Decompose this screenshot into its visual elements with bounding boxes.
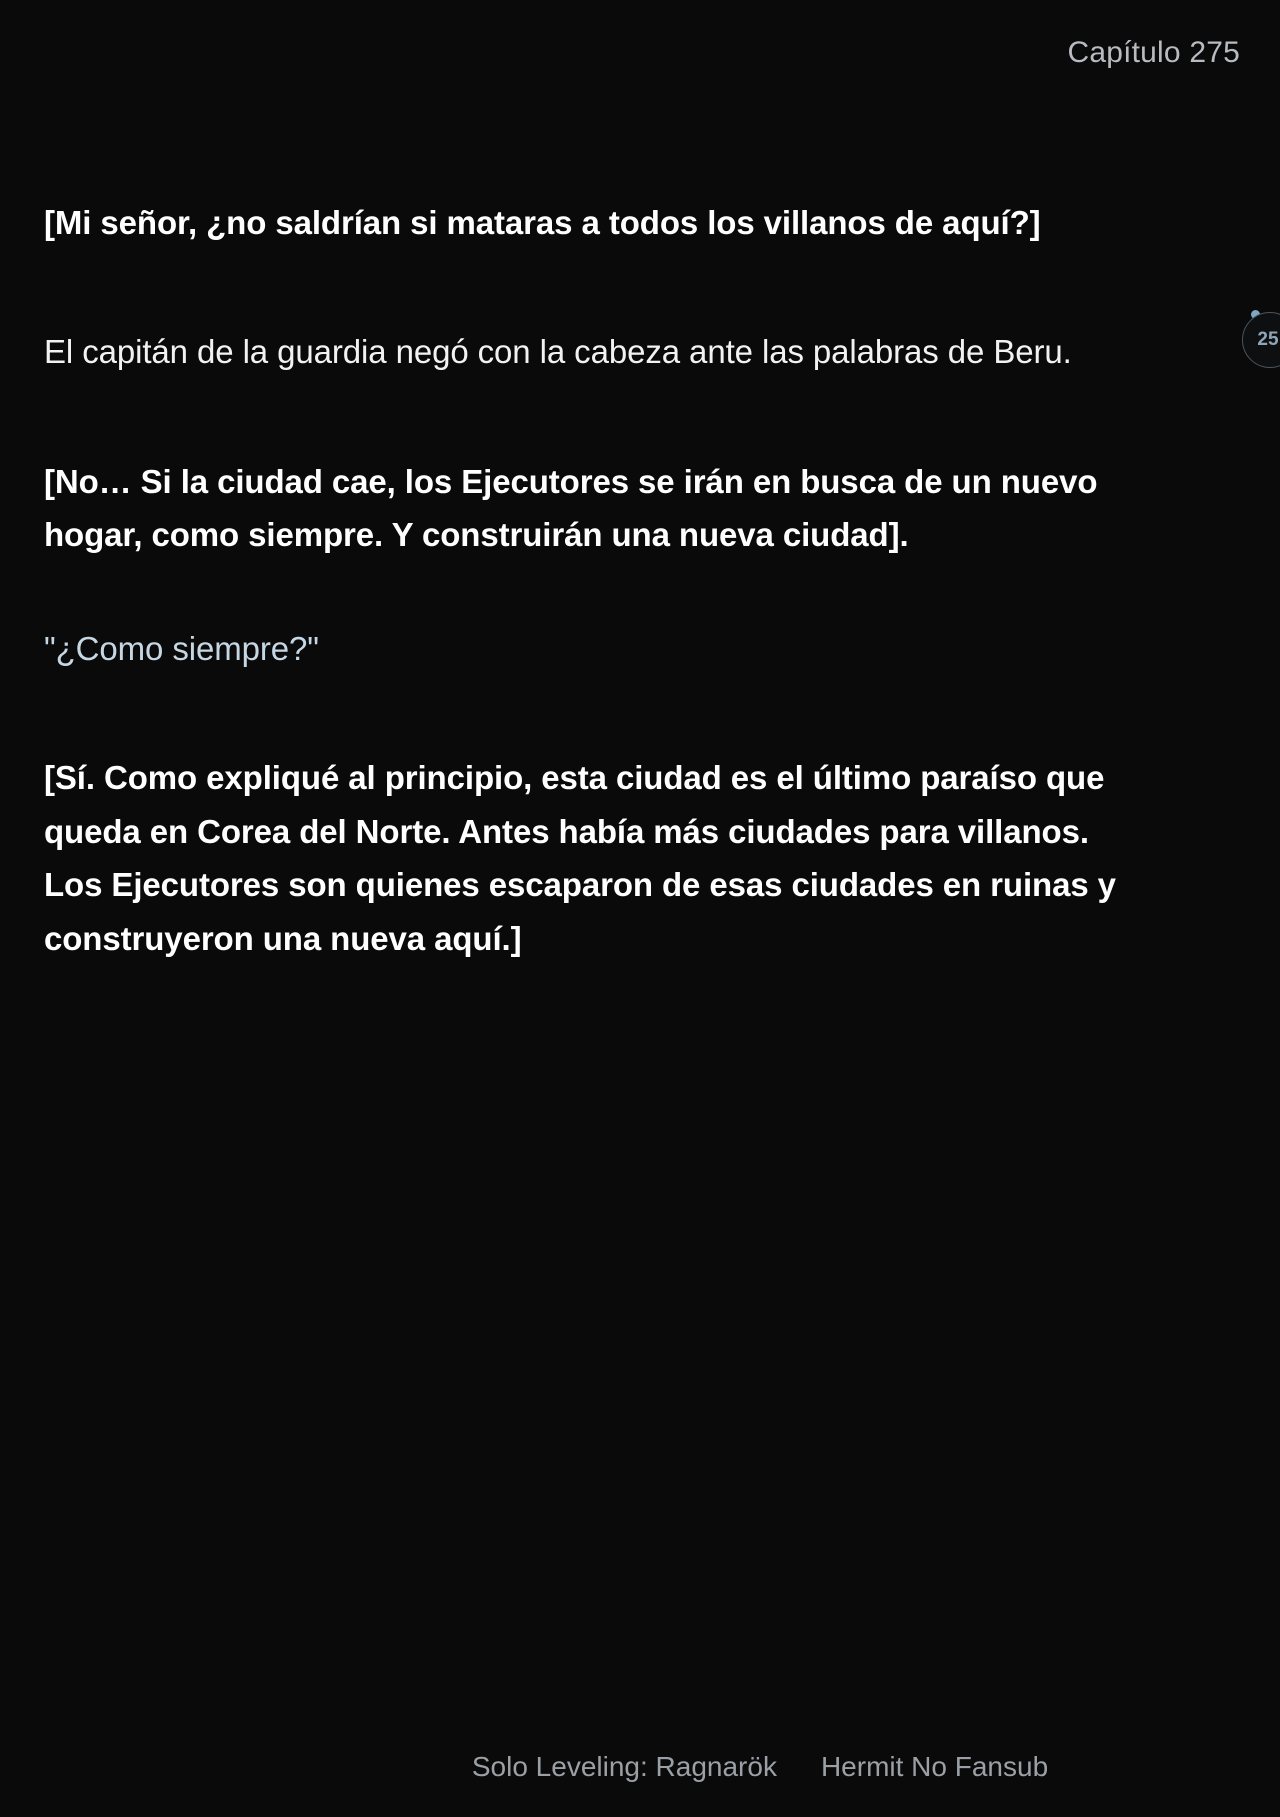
chapter-title: Capítulo 275 [1067, 36, 1240, 69]
page-footer [0, 1751, 1280, 1783]
paragraph: [Sí. Como expliqué al principio, esta ciudad es el último paraíso que queda en Corea del Norte. Antes había más ciudades para villanos. Los Ejecutores son quienes escaparon de esas ciudades en ruinas y construyeron una nueva aquí.] [44, 759, 1116, 957]
paragraph-spacer [44, 379, 1146, 455]
paragraph-spacer [44, 249, 1146, 325]
paragraph-spacer [44, 675, 1146, 751]
series-title: Solo Leveling: Ragnarök [471, 1751, 777, 1782]
paragraph: El capitán de la guardia negó con la cabeza ante las palabras de Beru. [44, 333, 1072, 371]
fansub-credit: Hermit No Fansub [820, 1751, 1049, 1782]
reading-progress-badge[interactable] [1242, 312, 1280, 368]
paragraph: [No… Si la ciudad cae, los Ejecutores se irán en busca de un nuevo hogar, como siempre. Y construirán una nueva ciudad]. [44, 462, 1098, 554]
paragraph: "¿Como siempre?" [44, 629, 319, 667]
paragraph-spacer [44, 562, 1146, 622]
progress-value: 25 [1257, 329, 1279, 350]
paragraph: [Mi señor, ¿no saldrían si mataras a todos los villanos de aquí?] [44, 204, 1041, 241]
chapter-body [0, 0, 1190, 965]
